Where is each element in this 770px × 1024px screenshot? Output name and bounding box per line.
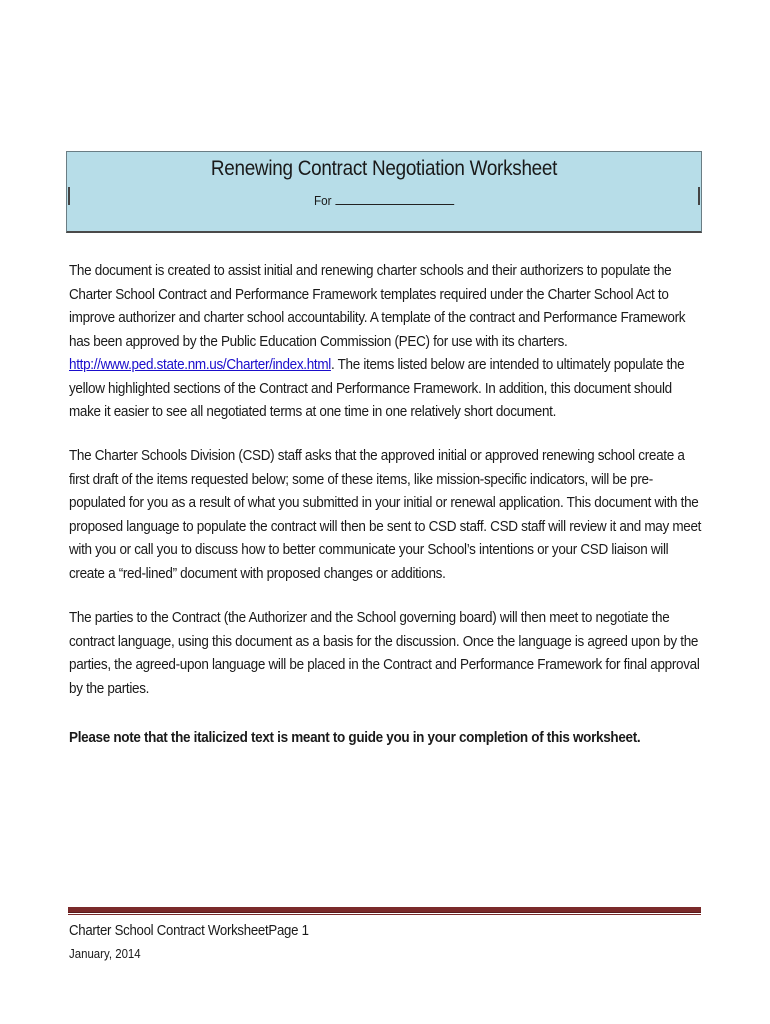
italic-note: Please note that the italicized text is meant to guide you in your completion of this worksheet.: [69, 729, 641, 746]
footer-doc-line: [69, 922, 309, 939]
document-title: Renewing Contract Negotiation Worksheet: [210, 157, 558, 180]
footer-doc-name: Charter School Contract Worksheet: [69, 922, 269, 939]
title-banner: [66, 151, 702, 233]
banner-left-edge: [68, 187, 70, 205]
footer-date: January, 2014: [69, 946, 141, 961]
for-line: [99, 190, 670, 208]
charter-link[interactable]: http://www.ped.state.nm.us/Charter/index.html: [69, 356, 331, 373]
parties-paragraph: The parties to the Contract (the Authorizer and the School governing board) will then meet to negotiate the contract language, using this document as a basis for the discussion. Once the language is agreed upon by the parties, the agreed-upon language will be placed in the Contract and Performance Framework for final approval by the parties.: [69, 609, 700, 697]
intro-paragraph: [69, 259, 705, 424]
csd-paragraph: The Charter Schools Division (CSD) staff asks that the approved initial or approved renewing school create a first draft of the items requested below; some of these items, like mission-specific indicators, will be pre-populated for you as a result of what you submitted in your initial or renewal application. This document with the proposed language to populate the contract will then be sent to CSD staff. CSD staff will review it and may meet with you or call you to discuss how to better communicate your School’s intentions or your CSD liaison will create a “red-lined” document with proposed changes or additions.: [69, 447, 702, 582]
footer-rule: [68, 907, 701, 913]
intro-text: The document is created to assist initial and renewing charter schools and their authorizers to populate the Charter School Contract and Performance Framework templates required under the Charter School Act to improve authorizer and charter school accountability. A template of the contract and Performance Framework has been approved by the Public Education Commission (PEC) for use with its charters.: [69, 262, 686, 350]
footer-page-number: Page 1: [268, 922, 309, 939]
for-label: For: [314, 193, 332, 208]
for-blank-field[interactable]: [335, 190, 454, 205]
intro-text-after-link: . The items listed below are intended to ultimately populate the yellow highlighted sections of the Contract and Performance Framework. In addition, this document should make it easier to see all negotiated terms at one time in one relatively short document.: [69, 356, 685, 420]
banner-right-edge: [698, 187, 700, 205]
footer-rule-thin: [68, 914, 701, 915]
